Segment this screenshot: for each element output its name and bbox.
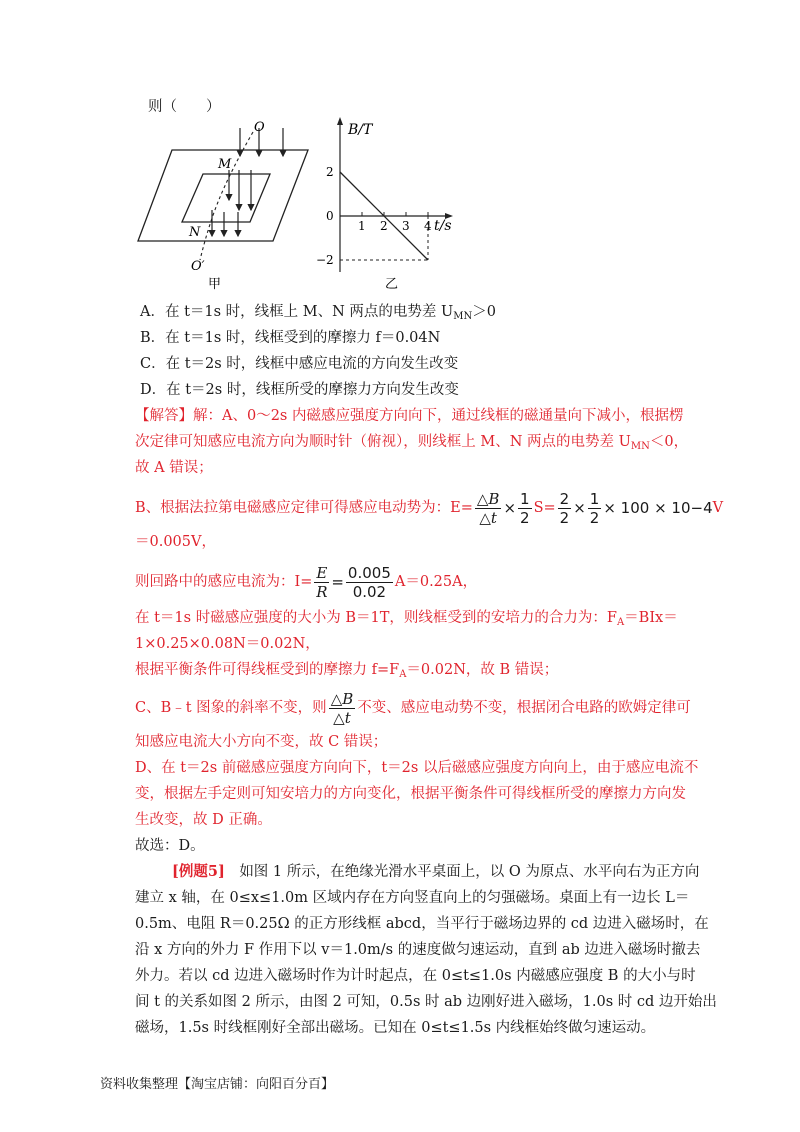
caption-yi: 乙 [385,277,399,292]
example-line7: 磁场，1.5s 时线框刚好全部出磁场。已知在 0≤t≤1.5s 内线框始终做匀速运动。 [135,1020,656,1036]
answer-d-line1: D、在 t＝2s 前磁感应强度方向向下，t＝2s 以后磁感应强度方向向上，由于感应电流不 [135,760,699,776]
example-tag: [例题5] [172,863,225,880]
frac-half: $\frac{1}{2}$ [520,489,530,527]
example-line4: 沿 x 方向的外力 F 作用下以 v＝1.0m/s 的速度做匀速运动，直到 ab 边进入磁场时撤去 [135,942,701,958]
wire-frame [182,174,270,222]
frac-two: $\frac{2}{2}$ [559,489,570,527]
frac-slope: $\frac{\triangle B}{\triangle t}$ [330,689,354,727]
y-axis-arrow [337,117,343,125]
example-line1: [例题5] 如图 1 所示，在绝缘光滑水平桌面上，以 O 为原点、水平向右为正方向 [172,863,700,880]
option-b[interactable]: B．在 t＝1s 时，线框受到的摩擦力 f＝0.04N [140,330,441,346]
option-a[interactable]: A．在 t＝1s 时，线框上 M、N 两点的电势差 $U_{MN}>0$ [140,304,496,322]
x-tick-label-3: 3 [402,219,410,233]
answer-c-line2: 知感应电流大小方向不变，故 C 错误； [135,734,388,750]
label-m: M [218,157,232,172]
answer-b-line5: 1×0.25×0.08N＝0.02N， [135,636,320,652]
answer-b-line1: B、根据法拉第电磁感应定律可得感应电动势为：E= $\frac{\triangle B}{\triangle t}$ × $\frac{1}{2}$ S= $\frac{2}{2}$ × $\frac{1}{2}$ × 100 × 10 −4 V [135,489,724,527]
answer-a-line1: 【解答】解：A、0～2s 内磁感应强度方向向下，通过线框的磁通量向下减小，根据楞 [135,408,684,424]
answer-b-line2: ＝0.005V， [135,534,216,550]
label-o: O [254,120,265,135]
label-o-prime: O′ [191,259,205,274]
label-n: N [189,225,201,240]
frac-half-2: $\frac{1}{2}$ [589,489,600,527]
example-line6: 间 t 的关系如图 2 所示，由图 2 可知，0.5s 时 ab 边刚好进入磁场，1.0s 时 cd 边开始出 [135,994,717,1010]
caption-jia: 甲 [208,277,222,292]
answer-a-line3: 故 A 错误； [135,460,213,476]
answer-d-line3: 生改变，故 D 正确。 [135,812,272,828]
example-line3: 0.5m、电阻 R＝0.25Ω 的正方形线框 abcd，当平行于磁场边界的 cd 边进入磁场时，在 [135,916,709,932]
answer-tag: 【解答】 [135,408,193,424]
y-tick-label-1: 0 [326,209,334,223]
y-tick-label-2: −2 [316,253,334,267]
answer-b-line6: 根据平衡条件可得线框受到的摩擦力 $f=F_A=0.02N$，故 B 错误； [135,662,559,680]
answer-b-line3: 则回路中的感应电流为：I= $\frac{E}{R}$ = $\frac{0.005}{0.02}$ A＝0.25A， [135,563,478,601]
question-stem: 则（ ） [148,99,221,115]
answer-choice: 故选：D。 [135,838,205,854]
example-line5: 外力。若以 cd 边进入磁场时作为计时起点，在 0≤t≤1.0s 内磁感应强度 B 的大小与时 [135,968,696,984]
y-axis-label: B/T [348,122,373,138]
x-tick-label-4: 4 [424,219,432,233]
figure-jia [130,112,310,292]
chart-b-t [310,112,470,292]
x-tick-label-2: 2 [380,219,388,233]
x-tick-label-1: 1 [358,219,366,233]
answer-c-line1: C、B﹣t 图象的斜率不变，则 $\frac{\triangle B}{\triangle t}$ 不变、感应电动势不变，根据闭合电路的欧姆定律可 [135,689,691,727]
option-c[interactable]: C．在 t＝2s 时，线框中感应电流的方向发生改变 [140,356,459,372]
answer-b-line4: 在 t＝1s 时磁感应强度的大小为 B＝1T，则线框受到的安培力的合力为：$F_A=BIx=$ [135,610,678,628]
x-axis-label: t/s [434,218,452,234]
example-line2: 建立 x 轴，在 0≤x≤1.0m 区域内存在方向竖直向上的匀强磁场。桌面上有一边长 L＝ [135,890,690,906]
frac-current: $\frac{E}{R}$ [316,563,328,601]
frac-current-value: $\frac{0.005}{0.02}$ [347,563,391,601]
y-tick-label-0: 2 [326,165,334,179]
footer-text: 资料收集整理【淘宝店铺：向阳百分百】 [100,1077,335,1092]
frac-emf: $\frac{\triangle B}{\triangle t}$ [476,489,500,527]
option-d[interactable]: D．在 t＝2s 时，线框所受的摩擦力方向发生改变 [140,382,459,398]
answer-a-line2: 次定律可知感应电流方向为顺时针（俯视），则线框上 M、N 两点的电势差 $U_{MN}<0$， [135,434,689,452]
answer-d-line2: 变，根据左手定则可知安培力的方向变化，根据平衡条件可得线框所受的摩擦力方向发 [135,786,686,802]
